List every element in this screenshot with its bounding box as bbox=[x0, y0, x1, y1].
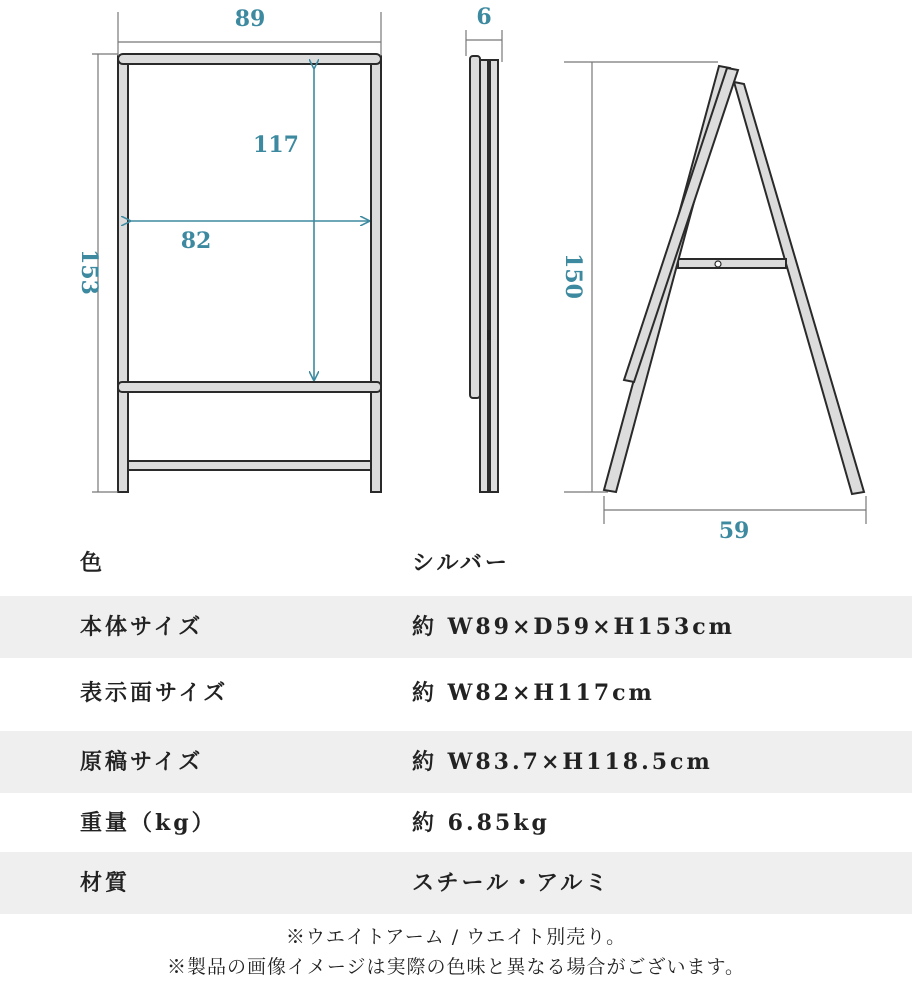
spec-label: 表示面サイズ bbox=[80, 680, 229, 706]
spec-label: 色 bbox=[80, 550, 106, 576]
spec-value: 約 W89×D59×H153cm bbox=[412, 614, 735, 640]
spec-row-color bbox=[0, 532, 912, 594]
footnotes bbox=[0, 922, 912, 982]
front-panel-bottom-rail bbox=[118, 382, 381, 392]
spec-row-weight bbox=[0, 792, 912, 854]
folded-depth-label: 6 bbox=[476, 4, 492, 30]
front-width-label: 89 bbox=[234, 6, 266, 32]
spec-row-material bbox=[0, 852, 912, 914]
spec-label: 重量（kg） bbox=[80, 810, 217, 836]
spec-label: 本体サイズ bbox=[80, 614, 204, 640]
spec-value: スチール・アルミ bbox=[412, 870, 611, 896]
open-crossbar bbox=[678, 259, 786, 268]
spec-value: 約 6.85kg bbox=[412, 810, 550, 836]
front-right-leg bbox=[371, 56, 381, 492]
spec-label: 原稿サイズ bbox=[80, 749, 204, 775]
folded-leg-front bbox=[480, 60, 488, 492]
footnote-weight-sold-separately: ※ウエイトアーム / ウエイト別売り。 bbox=[285, 926, 627, 948]
spec-row-body-size bbox=[0, 596, 912, 658]
spec-value: 約 W82×H117cm bbox=[412, 680, 655, 706]
spec-row-display-size bbox=[0, 662, 912, 724]
folded-leg-back bbox=[490, 60, 498, 492]
open-height-label: 150 bbox=[560, 253, 586, 299]
spec-label: 材質 bbox=[80, 870, 131, 896]
front-bottom-crossbar bbox=[128, 461, 371, 470]
open-back-leg bbox=[734, 82, 864, 494]
front-top-rail bbox=[118, 54, 381, 64]
display-height-label: 117 bbox=[253, 132, 299, 158]
side-open-view bbox=[560, 62, 866, 540]
side-folded-view bbox=[466, 4, 502, 492]
spec-value: シルバー bbox=[412, 550, 510, 576]
folded-panel bbox=[470, 56, 480, 398]
crossbar-pin bbox=[715, 261, 721, 267]
spec-value: 約 W83.7×H118.5cm bbox=[412, 749, 713, 775]
display-width-label: 82 bbox=[180, 228, 212, 254]
open-panel bbox=[624, 68, 738, 382]
folded-hinge bbox=[487, 330, 491, 340]
footnote-color-disclaimer: ※製品の画像イメージは実際の色味と異なる場合がございます。 bbox=[167, 956, 745, 978]
open-depth-label: 59 bbox=[718, 518, 750, 540]
front-height-label: 153 bbox=[76, 249, 102, 295]
spec-row-document-size bbox=[0, 731, 912, 793]
front-left-leg bbox=[118, 56, 128, 492]
front-view bbox=[76, 6, 381, 492]
